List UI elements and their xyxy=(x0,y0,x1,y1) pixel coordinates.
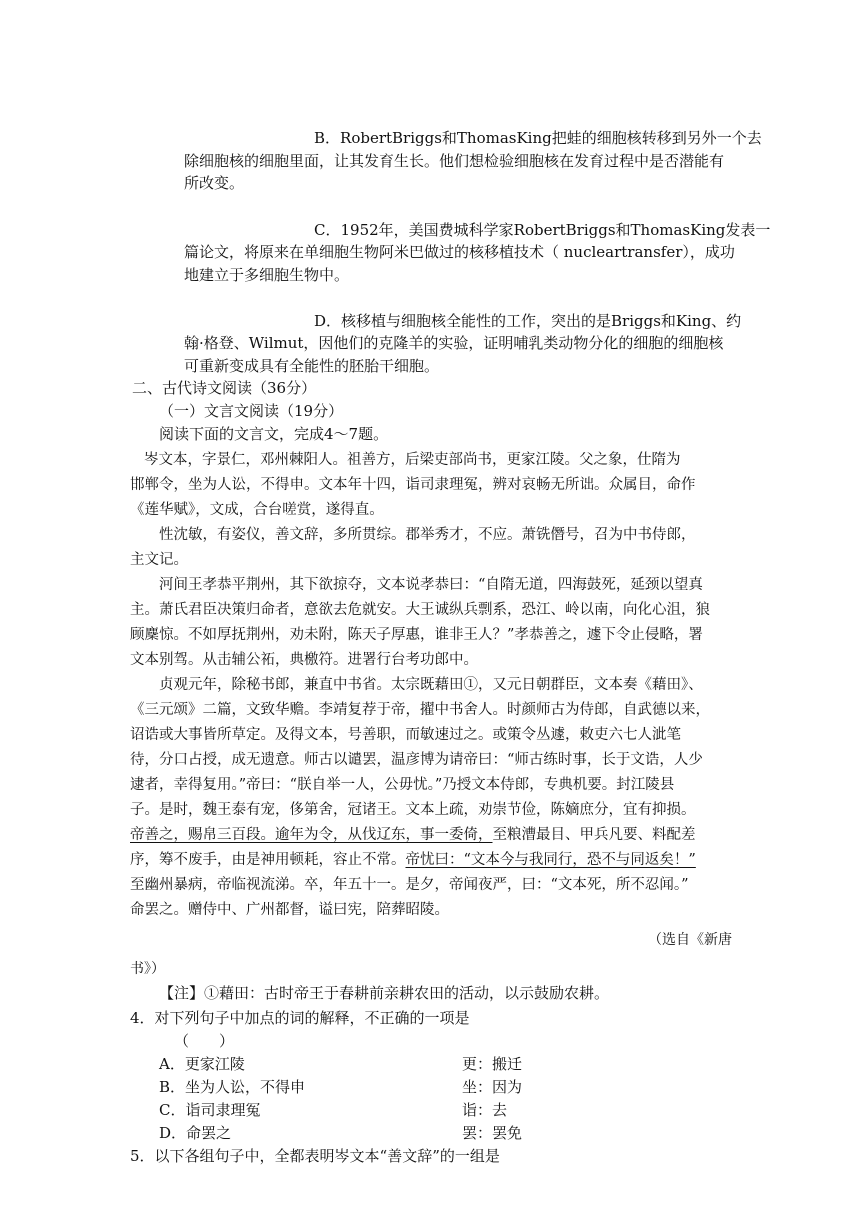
option-b-line-1: B．RobertBriggs和ThomasKing把蛙的细胞核转移到另外一个去 xyxy=(314,129,762,147)
question-4-blank: （ ） xyxy=(174,1032,235,1050)
question-4-stem: 4．对下列句子中加点的词的解释，不正确的一项是 xyxy=(130,1009,470,1027)
source-citation-a: （选自《新唐 xyxy=(648,932,732,948)
passage-text: 序，筹不废手，由是神用顿耗，容止不常。 xyxy=(130,852,406,868)
question-5-stem: 5．以下各组句子中，全都表明岑文本“善文辞”的一组是 xyxy=(130,1147,500,1165)
passage-text: 至粮漕最目、甲兵凡要、料配差 xyxy=(492,827,696,843)
passage-p4-line-6: 子。是时，魏王泰有宠，侈第舍，冠诸王。文本上疏，劝崇节俭，陈嫡庶分，宜有抑损。 xyxy=(130,802,696,818)
passage-p2-line-2: 主文记。 xyxy=(130,552,188,568)
passage-p1-line-2: 邯郸令，坐为人讼，不得申。文本年十四，诣司隶理冤，辨对哀畅无所诎。众属目，命作 xyxy=(130,477,696,493)
passage-p3-line-3: 顾麇惊。不如厚抚荆州，劝未附，陈天子厚惠，谁非王人？”孝恭善之，遽下令止侵略，署 xyxy=(130,627,703,643)
passage-p1-line-3: 《莲华赋》，文成，合台嗟赏，遂得直。 xyxy=(130,502,384,518)
underlined-sentence: 帝忧曰：“文本今与我同行，恐不与同返矣！” xyxy=(405,852,696,868)
passage-p4-line-9: 至幽州暴病，帝临视流涕。卒，年五十一。是夕，帝闻夜严，曰：“文本死，所不忍闻。” xyxy=(130,877,689,893)
option-d-line-3: 可重新变成具有全能性的胚胎干细胞。 xyxy=(184,357,440,375)
option-b-line-2: 除细胞核的细胞里面，让其发育生长。他们想检验细胞核在发育过程中是否潜能有 xyxy=(184,152,725,170)
passage-p3-line-2: 主。萧氏君臣决策归命者，意欲去危就安。大王诚纵兵剽系，恐江、岭以南，向化心沮，狼 xyxy=(130,602,710,618)
option-b-line-3: 所改变。 xyxy=(184,174,245,192)
passage-p4-line-7 xyxy=(130,824,696,846)
question-4-option-a: A．更家江陵 xyxy=(159,1055,245,1073)
instruction: 阅读下面的文言文，完成4～7题。 xyxy=(159,425,389,443)
passage-p4-line-3: 诏诰或大事皆所草定。及得文本，号善职，而敏速过之。或策令丛遽，敕吏六七人泚笔 xyxy=(130,727,681,743)
source-citation-b: 书》） xyxy=(130,961,165,977)
question-4-gloss-a: 更：搬迁 xyxy=(462,1055,523,1073)
passage-p3-line-4: 文本别驾。从击辅公祏，典檄符。进署行台考功郎中。 xyxy=(130,652,478,668)
section-sub-heading: （一）文言文阅读（19分） xyxy=(159,402,344,420)
question-4-option-c: C．诣司隶理冤 xyxy=(159,1101,261,1119)
passage-p4-line-2: 《三元颂》二篇，文致华赡。李靖复荐于帝，擢中书舍人。时颜师古为侍郎，自武德以来， xyxy=(130,702,710,718)
section-heading: 二、古代诗文阅读（36分） xyxy=(132,379,317,397)
passage-p1-line-1: 岑文本，字景仁，邓州棘阳人。祖善方，后梁吏部尚书，更家江陵。父之象，仕隋为 xyxy=(144,452,681,468)
question-4-gloss-b: 坐：因为 xyxy=(462,1078,523,1096)
passage-p4-line-4: 待，分口占授，成无遗意。师古以谴罢，温彦博为请帝曰：“师古练时事，长于文诰，人少 xyxy=(130,752,703,768)
question-4-gloss-d: 罢：罢免 xyxy=(462,1124,523,1142)
question-4-gloss-c: 诣：去 xyxy=(462,1101,508,1119)
passage-p4-line-5: 逮者，幸得复用。”帝曰：“朕自举一人，公毋忧。”乃授文本侍郎，专典机要。封江陵县 xyxy=(130,777,675,793)
passage-p2-line-1: 性沈敏，有姿仪，善文辞，多所贯综。郡举秀才，不应。萧铣僭号，召为中书侍郎， xyxy=(159,527,696,543)
passage-p4-line-8 xyxy=(130,849,696,871)
footnote: 【注】①藉田：古时帝王于春耕前亲耕农田的活动，以示鼓励农耕。 xyxy=(159,984,610,1002)
question-4-option-d: D．命罢之 xyxy=(159,1124,232,1142)
option-d-line-1: D．核移植与细胞核全能性的工作，突出的是Briggs和King、约 xyxy=(314,312,742,330)
option-c-line-3: 地建立于多细胞生物中。 xyxy=(184,266,350,284)
option-d-line-2: 翰·格登、Wilmut，因他们的克隆羊的实验，证明哺乳类动物分化的细胞的细胞核 xyxy=(184,334,724,352)
question-4-option-b: B．坐为人讼，不得申 xyxy=(159,1078,306,1096)
option-c-line-1: C．1952年，美国费城科学家RobertBriggs和ThomasKing发表一 xyxy=(314,221,771,239)
passage-p3-line-1: 河间王孝恭平荆州，其下欲掠夺，文本说孝恭曰：“自隋无道，四海鼓死，延颈以望真 xyxy=(159,577,703,593)
passage-p4-line-1: 贞观元年，除秘书郎，兼直中书省。太宗既藉田①，又元日朝群臣，文本奏《藉田》、 xyxy=(159,677,703,693)
underlined-sentence: 帝善之，赐帛三百段。逾年为令，从伐辽东，事一委倚， xyxy=(130,827,493,843)
option-c-line-2: 篇论文，将原来在单细胞生物阿米巴做过的核移植技术（ nucleartransfer），成功 xyxy=(184,243,735,261)
passage-p4-line-10: 命罢之。赠侍中、广州都督，谥曰宪，陪葬昭陵。 xyxy=(130,902,449,918)
